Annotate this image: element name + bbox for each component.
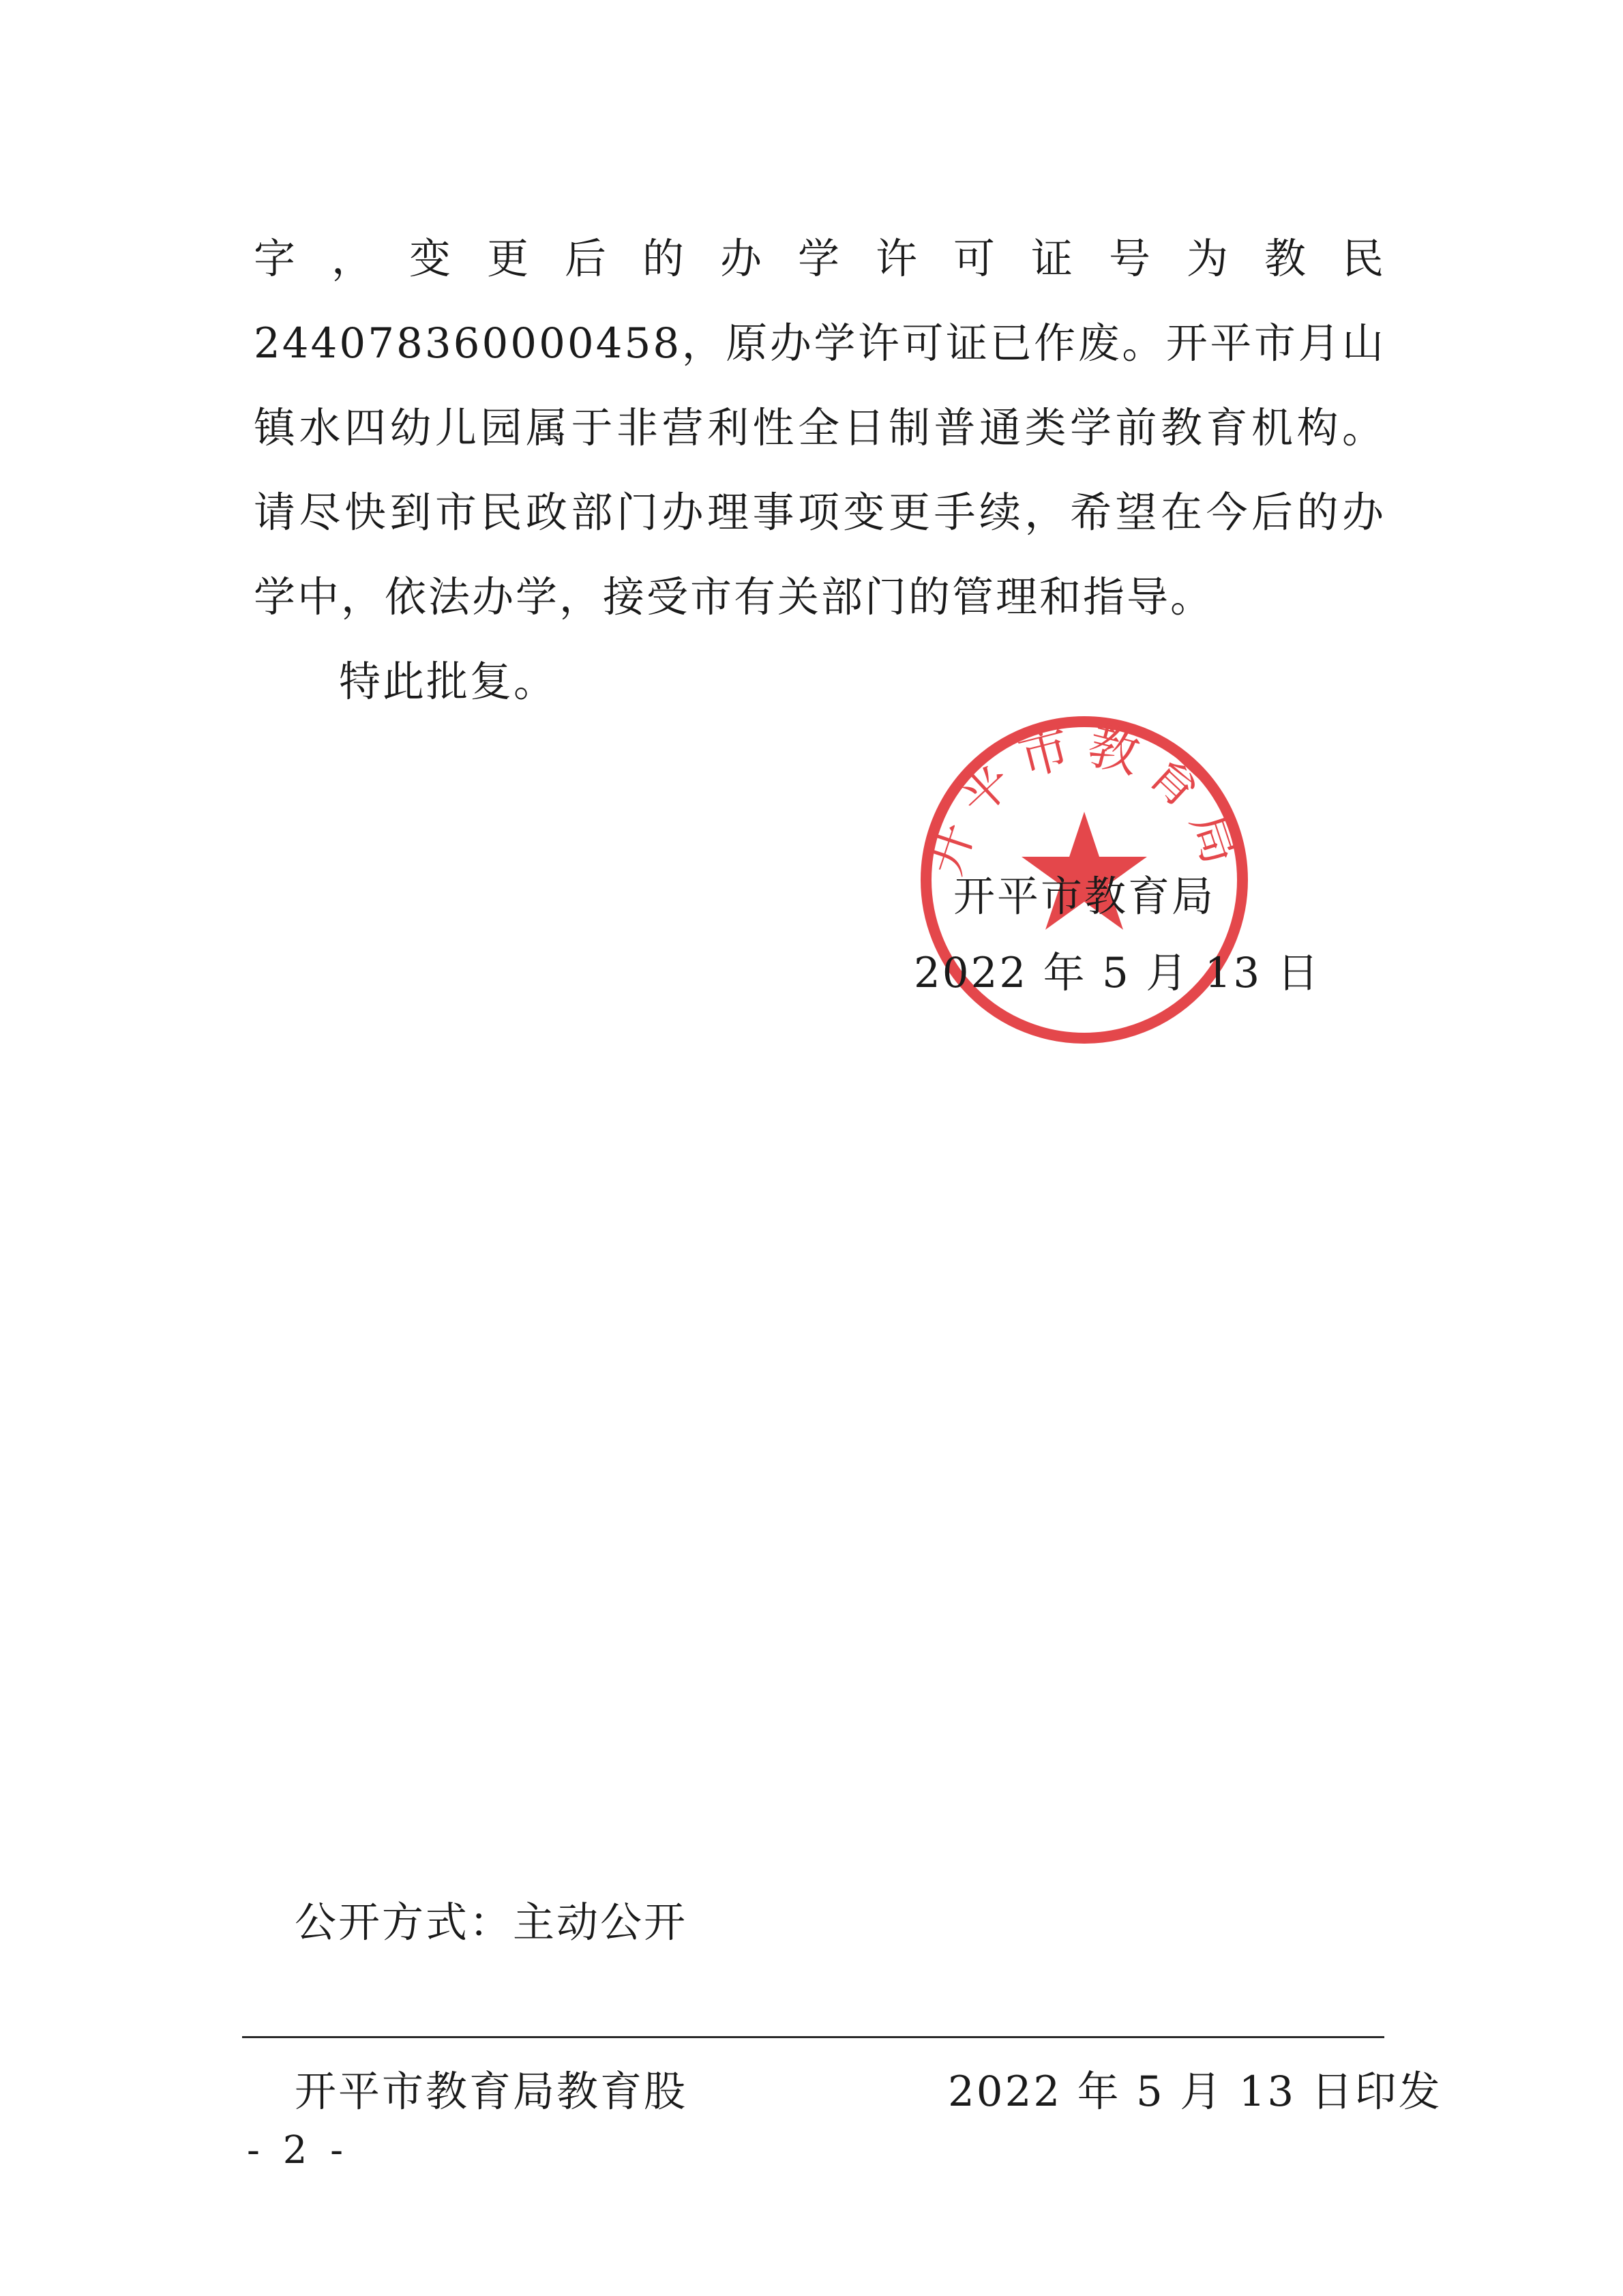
disclosure-method: 公开方式：主动公开 bbox=[295, 1898, 688, 1947]
body-text bbox=[254, 217, 1386, 724]
footer-issue-date: 2022 年 5 月 13 日印发 bbox=[948, 2067, 1442, 2116]
signature-date: 2022 年 5 月 13 日 bbox=[914, 949, 1321, 997]
footer-rule bbox=[242, 2036, 1384, 2038]
footer-issuer: 开平市教育局教育股 bbox=[295, 2067, 688, 2116]
signature-organization: 开平市教育局 bbox=[953, 872, 1216, 921]
seal-text: 开平市教育局 bbox=[914, 716, 1255, 882]
closing-line: 特此批复。 bbox=[339, 658, 558, 706]
body-paragraph: 字，变更后的办学许可证号为教民 244078360000458，原办学许可证已作废。开平市月山镇水四幼儿园属于非营利性全日制普通类学前教育机构。请尽快到市民政部门办理事项变更手续，希望在今后的办学中，依法办学，接受市有关部门的管理和指导。 bbox=[254, 235, 1386, 621]
page-number: - 2 - bbox=[247, 2128, 349, 2173]
